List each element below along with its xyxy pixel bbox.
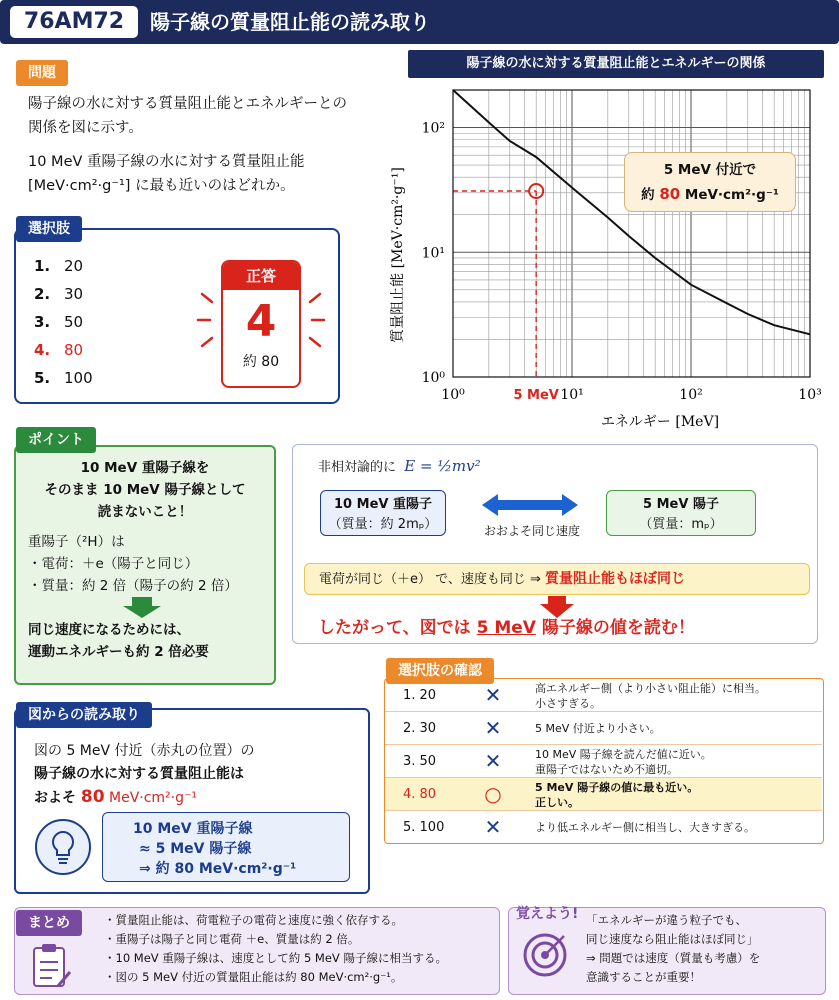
x-tick-label: 10² bbox=[679, 387, 703, 403]
reading-line-1: 図の 5 MeV 付近（赤丸の位置）の bbox=[34, 743, 255, 759]
check-row-3: 3. 50 ✕ 10 MeV 陽子線を読んだ値に近い。 重陽子ではないため不適切。 bbox=[385, 745, 822, 778]
question-text bbox=[28, 92, 398, 198]
remember-line-2: 同じ速度なら阻止能はほぼ同じ」 bbox=[586, 932, 759, 946]
reading-line-2: 陽子線の水に対する質量阻止能は bbox=[34, 766, 244, 782]
marker-label: 5 MeV bbox=[513, 388, 559, 403]
summary-item: ・10 MeV 重陽子線は、速度として約 5 MeV 陽子線に相当する。 bbox=[104, 951, 447, 965]
point-line-3: ・質量：約 2 倍（陽子の約 2 倍） bbox=[28, 578, 238, 594]
point-panel bbox=[14, 445, 276, 685]
page-title: 陽子線の質量阻止能の読み取り bbox=[150, 10, 430, 34]
point-conclusion-1: 同じ速度になるためには、 bbox=[28, 622, 190, 638]
cross-icon: ✕ bbox=[484, 815, 502, 839]
cross-icon: ✕ bbox=[484, 683, 502, 707]
x-tick-label: 10³ bbox=[798, 387, 822, 403]
chart-callout bbox=[624, 152, 796, 212]
deuteron-mass: （質量：約 2mₚ） bbox=[328, 517, 438, 532]
answer-number: 4 bbox=[245, 296, 277, 347]
same-charge-box: 電荷が同じ（＋e） で、速度も同じ ⇒ 質量阻止能もほぼ同じ bbox=[304, 563, 810, 595]
conclusion-text: したがって、図では 5 MeV 陽子線の値を読む！ bbox=[318, 618, 695, 638]
proton-title: 5 MeV 陽子 bbox=[643, 497, 719, 512]
remember-line-3: ⇒ 問題では速度（質量も考慮）を bbox=[586, 951, 761, 965]
remember-line-4: 意識することが重要！ bbox=[586, 970, 701, 984]
double-arrow-icon bbox=[482, 494, 578, 516]
y-tick-label: 10² bbox=[421, 120, 445, 137]
check-tag: 選択肢の確認 bbox=[386, 658, 494, 684]
deuteron-box bbox=[320, 490, 446, 536]
check-row-1: 1. 20 ✕ 高エネルギー側（より小さい阻止能）に相当。 小さすぎる。 bbox=[385, 679, 822, 712]
question-tag: 問題 bbox=[16, 60, 68, 86]
summary-item: ・重陽子は陽子と同じ電荷 ＋e、質量は約 2 倍。 bbox=[104, 932, 360, 946]
lightbulb-icon bbox=[34, 818, 92, 876]
callout-line-1: 5 MeV 付近で bbox=[663, 162, 757, 178]
remember-tag: 覚えよう! bbox=[516, 906, 579, 922]
equiv-line-2: ≈ 5 MeV 陽子線 bbox=[139, 841, 252, 857]
formula: E = ½mv² bbox=[404, 457, 481, 475]
x-axis-label: エネルギー [MeV] bbox=[600, 414, 720, 430]
chart-title: 陽子線の水に対する質量阻止能とエネルギーの関係 bbox=[408, 50, 824, 78]
check-row-4: 4. 80 ○ 5 MeV 陽子線の値に最も近い。 正しい。 bbox=[385, 778, 822, 811]
question-code: 76AM72 bbox=[10, 6, 138, 38]
point-tag: ポイント bbox=[16, 427, 96, 453]
point-head-1: 10 MeV 重陽子線を bbox=[80, 460, 210, 476]
equivalence-box bbox=[102, 812, 350, 882]
remember-line-1: 「エネルギーが違う粒子でも、 bbox=[586, 913, 747, 927]
option-1[interactable]: 1. 20 bbox=[34, 257, 84, 275]
answer-value: 約 80 bbox=[242, 354, 280, 370]
summary-tag: まとめ bbox=[16, 910, 82, 936]
option-3[interactable]: 3. 50 bbox=[34, 313, 84, 331]
same-speed-label: おおよそ同じ速度 bbox=[483, 524, 580, 538]
check-rows bbox=[385, 679, 823, 845]
point-line-2: ・電荷：＋e（陽子と同じ） bbox=[28, 556, 199, 572]
x-tick-label: 10⁰ bbox=[441, 387, 465, 403]
point-conclusion-2: 運動エネルギーも約 2 倍必要 bbox=[28, 644, 209, 660]
option-4[interactable]: 4. 80 bbox=[34, 341, 84, 359]
proton-box bbox=[606, 490, 756, 536]
check-row-5: 5. 100 ✕ より低エネルギー側に相当し、大きすぎる。 bbox=[385, 811, 822, 844]
chart-grid bbox=[453, 90, 810, 377]
question-line-4: [MeV·cm²·g⁻¹] に最も近いのはどれか。 bbox=[28, 178, 295, 194]
option-2[interactable]: 2. 30 bbox=[34, 285, 84, 303]
cross-icon: ✕ bbox=[484, 749, 502, 773]
point-head-2: そのまま 10 MeV 陽子線として bbox=[44, 482, 246, 498]
proton-mass: （質量：mₚ） bbox=[639, 517, 723, 532]
stopping-power-curve bbox=[453, 90, 810, 334]
question-line-1: 陽子線の水に対する質量阻止能とエネルギーとの bbox=[28, 96, 347, 112]
equiv-line-1: 10 MeV 重陽子線 bbox=[133, 821, 253, 837]
callout-line-2: 約 80 MeV·cm²·g⁻¹ bbox=[641, 185, 779, 203]
remember-text bbox=[586, 911, 822, 987]
y-tick-label: 10⁰ bbox=[421, 370, 445, 386]
down-arrow-icon bbox=[16, 597, 278, 619]
stopping-power-chart bbox=[380, 80, 830, 440]
reading-tag: 図からの読み取り bbox=[16, 702, 152, 728]
formula-line: 非相対論的に E = ½mv² bbox=[318, 457, 481, 475]
target-icon bbox=[520, 930, 570, 980]
deuteron-title: 10 MeV 重陽子 bbox=[334, 497, 432, 512]
cross-icon: ✕ bbox=[484, 716, 502, 740]
answer-card bbox=[221, 260, 301, 388]
option-5[interactable]: 5. 100 bbox=[34, 369, 93, 387]
equiv-line-3: ⇒ 約 80 MeV·cm²·g⁻¹ bbox=[139, 861, 297, 877]
y-tick-label: 10¹ bbox=[421, 245, 445, 262]
point-head-3: 読まないこと！ bbox=[97, 504, 193, 520]
same-stopping-power: 質量阻止能もほぼ同じ bbox=[545, 571, 686, 587]
question-line-3: 10 MeV 重陽子線の水に対する質量阻止能 bbox=[28, 154, 305, 170]
check-row-2: 2. 30 ✕ 5 MeV 付近より小さい。 bbox=[385, 712, 822, 745]
answer-heading: 正答 bbox=[223, 262, 299, 290]
reading-line-3: およそ 80 MeV·cm²·g⁻¹ bbox=[34, 787, 198, 807]
summary-list bbox=[104, 911, 496, 987]
y-axis-label: 質量阻止能 [MeV·cm²·g⁻¹] bbox=[390, 167, 406, 343]
callout-value: 80 bbox=[659, 185, 681, 203]
options-list bbox=[34, 252, 174, 392]
clipboard-icon bbox=[28, 942, 74, 990]
circle-icon: ○ bbox=[484, 782, 502, 806]
summary-item: ・図の 5 MeV 付近の質量阻止能は約 80 MeV·cm²·g⁻¹。 bbox=[104, 970, 403, 984]
x-tick-label: 10¹ bbox=[560, 387, 584, 403]
options-tag: 選択肢 bbox=[16, 216, 82, 242]
point-line-1: 重陽子（²H）は bbox=[28, 534, 125, 550]
question-line-2: 関係を図に示す。 bbox=[28, 120, 143, 136]
summary-item: ・質量阻止能は、荷電粒子の電荷と速度に強く依存する。 bbox=[104, 913, 403, 927]
